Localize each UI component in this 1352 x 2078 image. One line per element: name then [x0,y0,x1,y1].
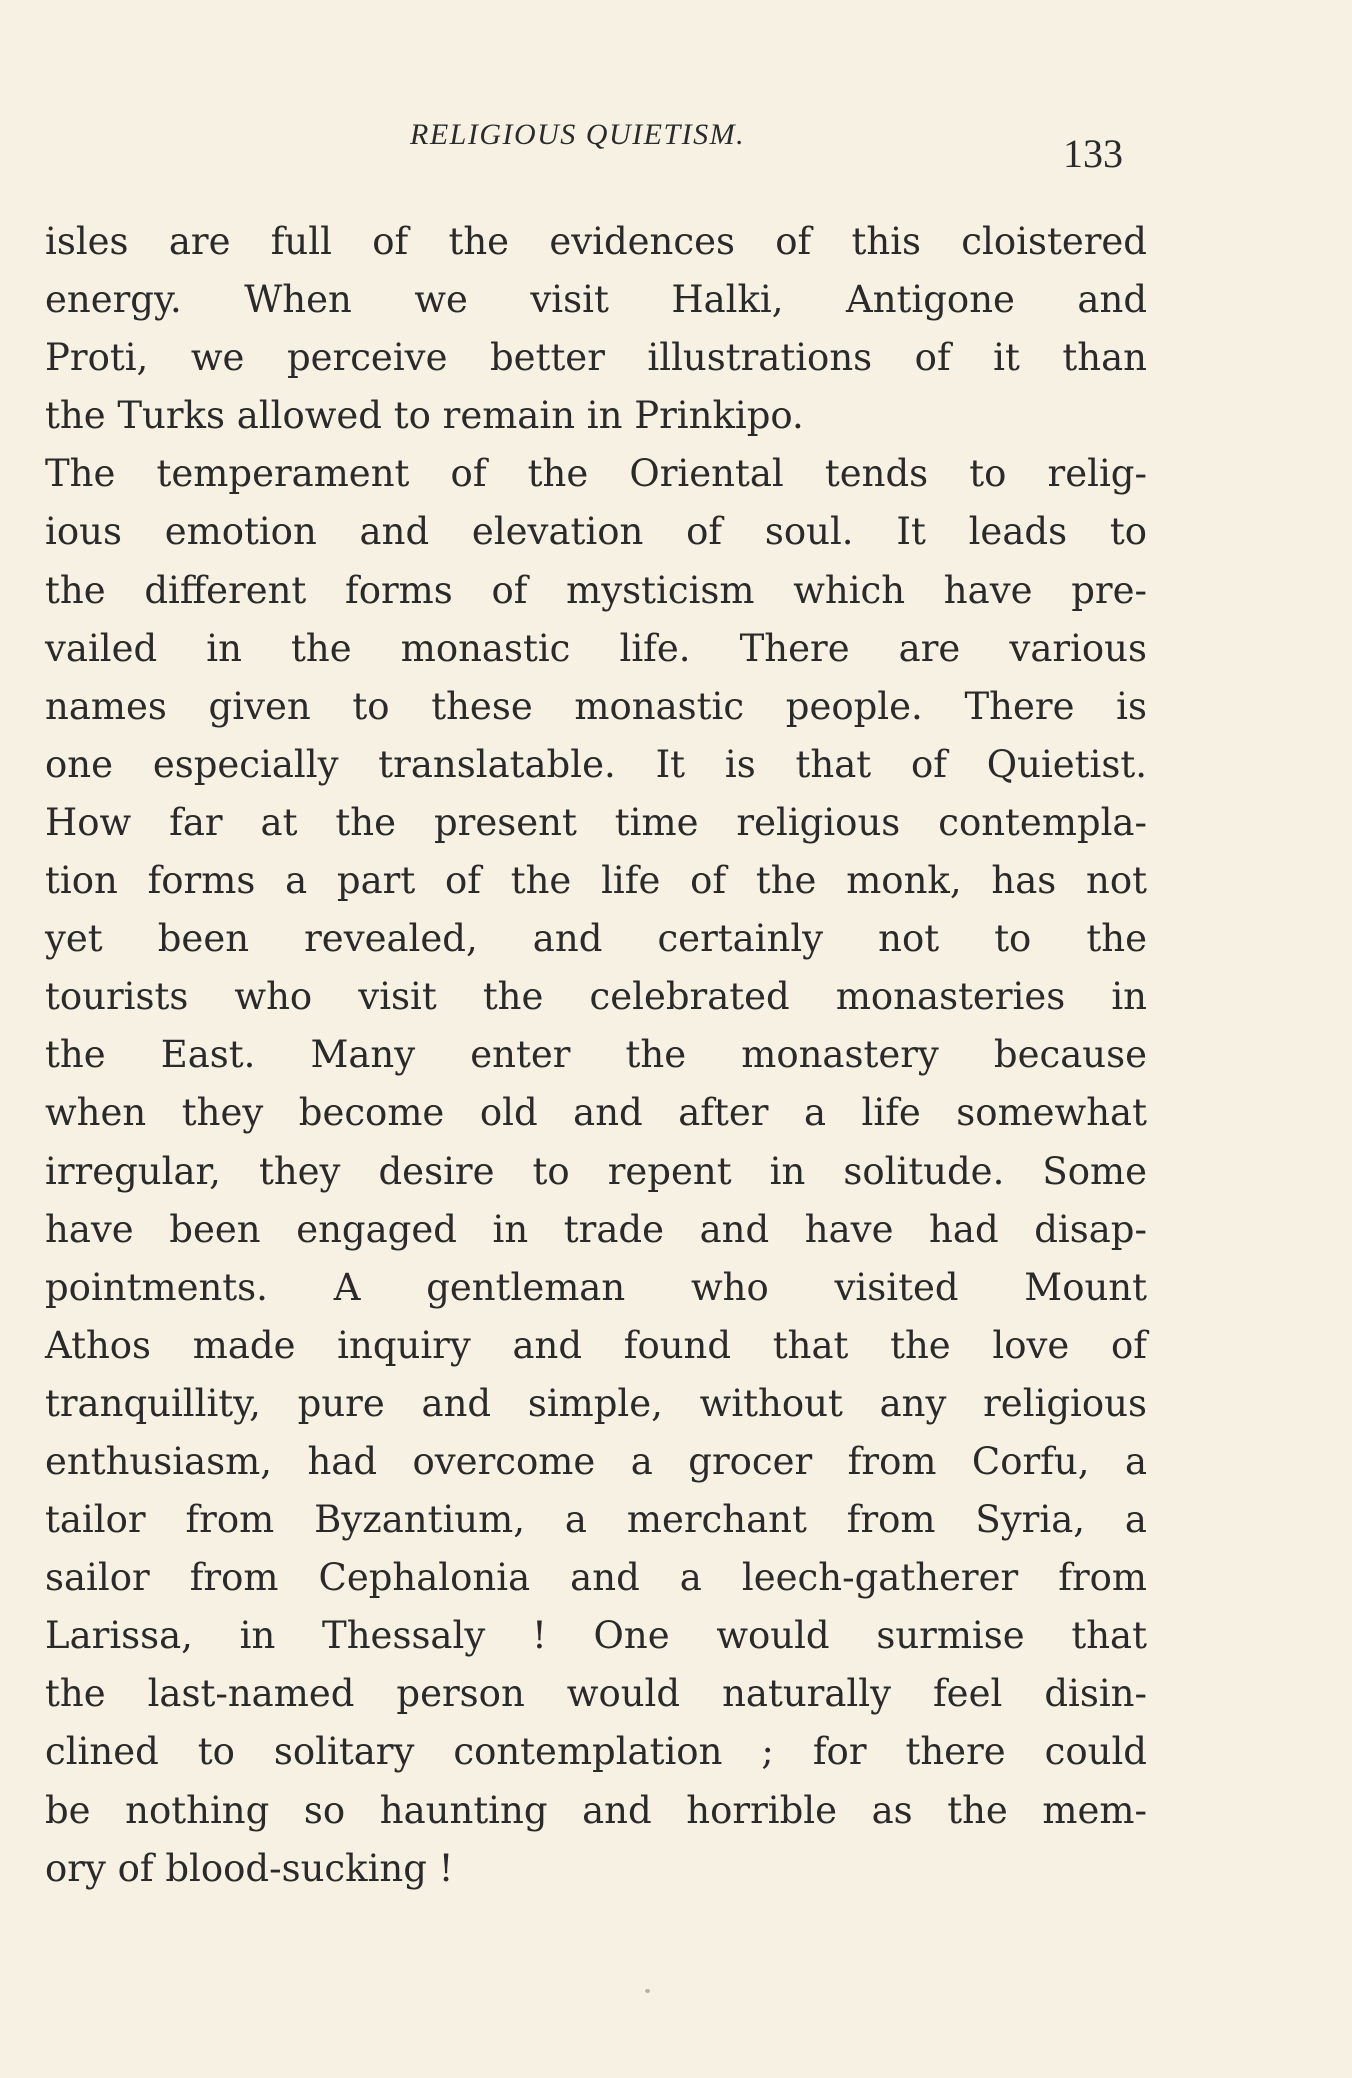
text-line: the Turks allowed to remain in Prinkipo. [45,394,804,438]
text-line: enthusiasm, had overcome a grocer from Corfu, a [45,1439,1147,1483]
text-line: vailed in the monastic life. There are various [45,626,1147,670]
text-line: The temperament of the Oriental tends to relig- [45,452,1147,496]
text-line: have been engaged in trade and have had disap- [45,1207,1147,1251]
text-line: Larissa, in Thessaly ! One would surmise that [45,1614,1147,1658]
text-line: energy. When we visit Halki, Antigone and [45,278,1147,322]
text-line: tion forms a part of the life of the monk, has not [45,859,1147,903]
page-header [0,118,1352,178]
text-line: the different forms of mysticism which have pre- [45,568,1147,612]
text-line: ious emotion and elevation of soul. It leads to [45,510,1147,554]
text-line: one especially translatable. It is that of Quietist. [45,742,1147,786]
text-line: isles are full of the evidences of this cloistered [45,220,1147,263]
text-line: How far at the present time religious contempla- [45,800,1147,844]
paper-speck [645,1989,650,1993]
body-text [45,213,1147,1898]
page-number: 133 [1063,131,1123,176]
text-line: the last-named person would naturally feel disin- [45,1672,1147,1716]
text-line: when they become old and after a life somewhat [45,1091,1147,1135]
text-line: tailor from Byzantium, a merchant from Syria, a [45,1498,1147,1542]
text-line: irregular, they desire to repent in solitude. Some [45,1149,1147,1193]
text-line: the East. Many enter the monastery because [45,1033,1147,1077]
text-line: tourists who visit the celebrated monasteries in [45,975,1147,1019]
text-line: ory of blood-sucking ! [45,1846,454,1890]
text-line: Proti, we perceive better illustrations of it than [45,336,1147,380]
text-line: be nothing so haunting and horrible as the mem- [45,1788,1147,1832]
text-line: clined to solitary contemplation ; for there could [45,1730,1147,1774]
text-line: yet been revealed, and certainly not to the [45,917,1147,961]
running-head: RELIGIOUS QUIETISM. [410,118,746,151]
text-line: tranquillity, pure and simple, without any religious [45,1381,1147,1425]
text-line: pointments. A gentleman who visited Mount [45,1265,1147,1309]
text-line: Athos made inquiry and found that the love of [45,1323,1147,1367]
text-line: sailor from Cephalonia and a leech-gatherer from [45,1556,1147,1600]
text-line: names given to these monastic people. There is [45,684,1147,728]
